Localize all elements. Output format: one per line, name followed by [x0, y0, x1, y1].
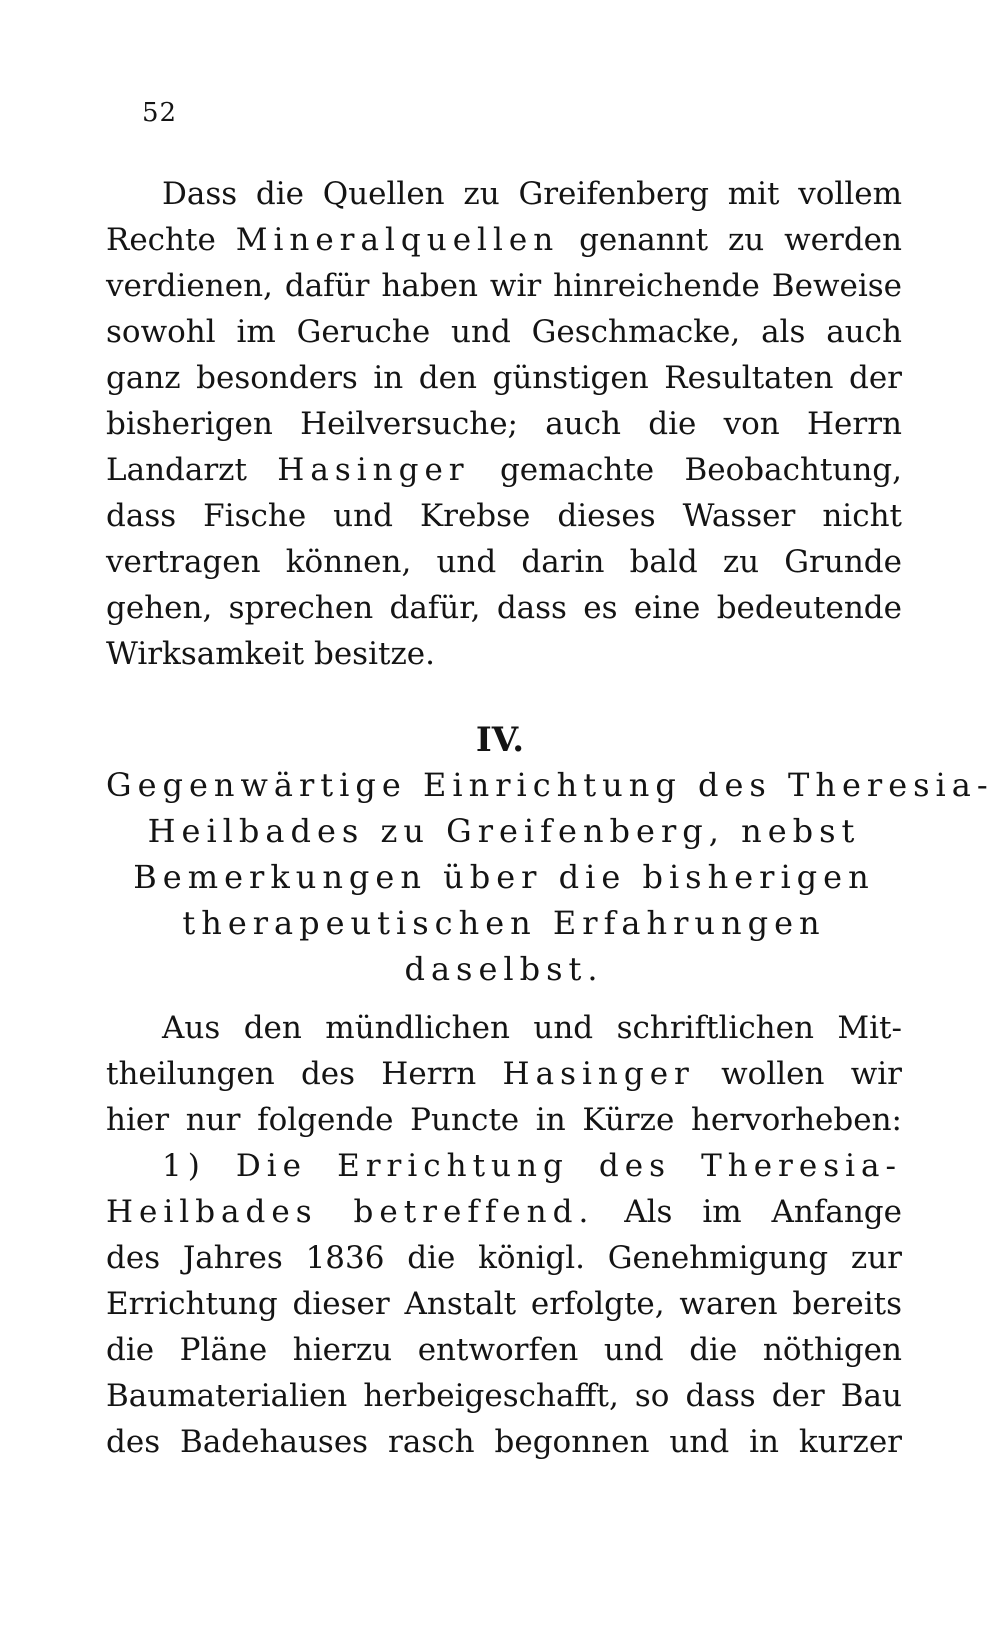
- text-line: Wirksamkeit besitze.: [106, 636, 435, 672]
- emphasized-term: Mineralquellen: [235, 222, 560, 258]
- text-line: gehen, sprechen dafür, dass es eine bedeutende: [106, 590, 902, 626]
- text-line: dass Fische und Krebse dieses Wasser nicht: [106, 498, 902, 534]
- text-line: Aus den mündlichen und schriftlichen Mit-: [162, 1010, 902, 1046]
- text-line: des Jahres 1836 die königl. Genehmigung zur: [106, 1240, 902, 1276]
- emphasized-name: Hasinger: [277, 452, 470, 488]
- text-segment: genannt zu werden: [579, 222, 902, 258]
- text-line: hier nur folgende Puncte in Kürze hervorheben:: [106, 1102, 902, 1138]
- text-line: verdienen, dafür haben wir hinreichende Beweise: [106, 268, 902, 304]
- text-line: [106, 220, 902, 260]
- section-heading-line: Gegenwärtige Einrichtung des Theresia-: [106, 766, 994, 804]
- text-line: die Pläne hierzu entworfen und die nöthigen: [106, 1332, 902, 1368]
- section-heading-line: Heilbades zu Greifenberg, nebst: [147, 812, 861, 850]
- text-segment: wollen wir: [721, 1056, 903, 1092]
- text-line: Errichtung dieser Anstalt erfolgte, waren bereits: [106, 1286, 902, 1322]
- text-line: sowohl im Geruche und Geschmacke, als auch: [106, 314, 902, 350]
- text-line: [106, 1192, 902, 1232]
- subsection-title-continued: Heilbades betreffend.: [106, 1194, 595, 1230]
- emphasized-name: Hasinger: [502, 1056, 695, 1092]
- text-line: [106, 1054, 902, 1094]
- text-segment: Rechte: [106, 222, 216, 258]
- text-line: Baumaterialien herbeigeschafft, so dass der Bau: [106, 1378, 902, 1414]
- text-segment: gemachte Beobachtung,: [499, 452, 902, 488]
- section-numeral: IV.: [475, 720, 525, 760]
- text-segment: Als im Anfange: [624, 1194, 902, 1230]
- text-line: ganz besonders in den günstigen Resultaten der: [106, 360, 902, 396]
- text-line: vertragen können, und darin bald zu Grunde: [106, 544, 902, 580]
- text-line: des Badehauses rasch begonnen und in kurzer: [106, 1424, 902, 1460]
- text-line: Dass die Quellen zu Greifenberg mit vollem: [162, 176, 902, 212]
- text-segment: Landarzt: [106, 452, 247, 488]
- subsection-title: 1) Die Errichtung des Theresia-: [162, 1148, 902, 1184]
- section-heading-line: daselbst.: [404, 950, 604, 988]
- text-line: [106, 450, 902, 490]
- section-heading-line: Bemerkungen über die bisherigen: [133, 858, 875, 896]
- text-line: bisherigen Heilversuche; auch die von Herrn: [106, 406, 902, 442]
- section-heading-line: therapeutischen Erfahrungen: [182, 904, 826, 942]
- page-number: 52: [142, 98, 178, 128]
- text-segment: theilungen des Herrn: [106, 1056, 477, 1092]
